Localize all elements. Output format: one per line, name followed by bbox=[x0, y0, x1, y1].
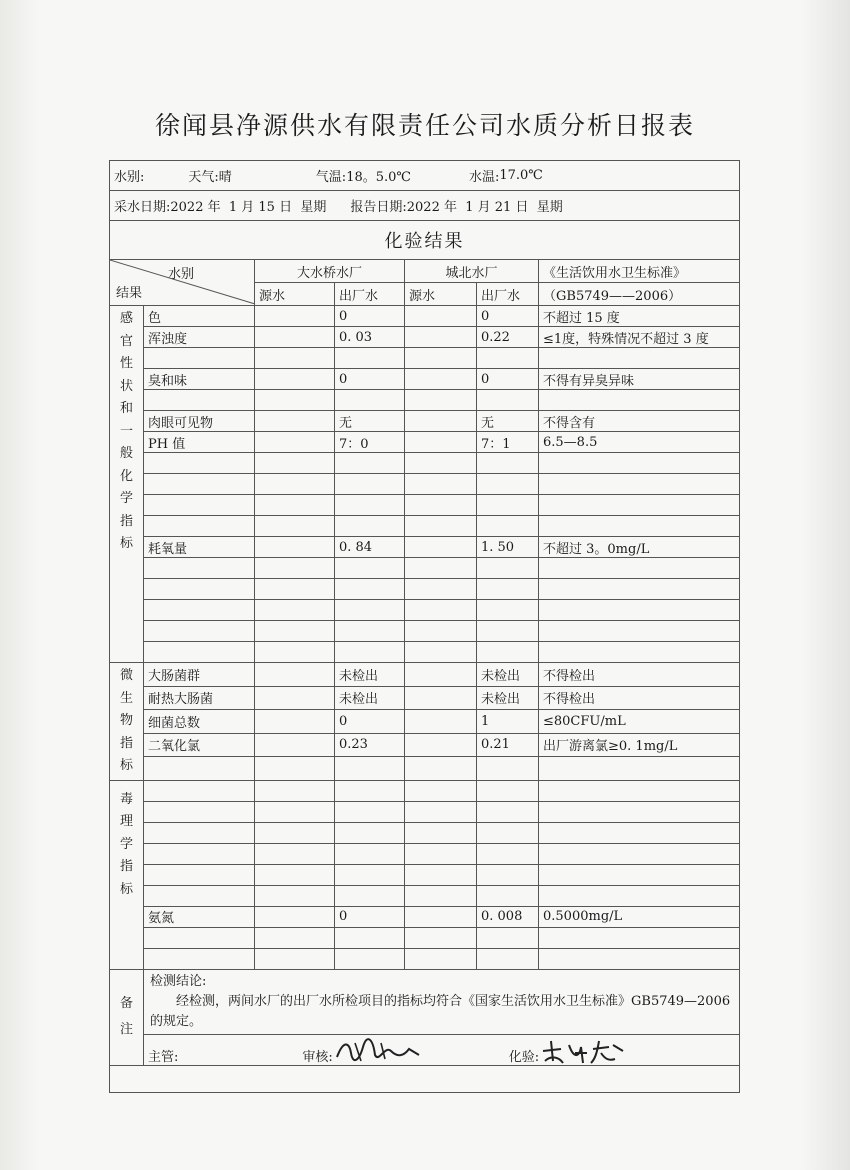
table-row bbox=[110, 390, 740, 411]
standard-value: 不得有异臭异味 bbox=[539, 369, 740, 390]
item-name: 大肠菌群 bbox=[144, 663, 255, 687]
conclusion-cell bbox=[144, 969, 740, 1034]
p2-output-value: 未检出 bbox=[477, 663, 539, 687]
table-row bbox=[110, 600, 740, 621]
p2-output-value: 未检出 bbox=[477, 686, 539, 710]
p1-output-value: 无 bbox=[335, 411, 405, 432]
p1-output-value: 0 bbox=[335, 306, 405, 327]
page-title: 徐闻县净源供水有限责任公司水质分析日报表 bbox=[154, 111, 695, 140]
header-result: 结果 bbox=[116, 286, 143, 301]
p2-output-value: 0 bbox=[477, 306, 539, 327]
table-row bbox=[110, 663, 740, 687]
table-row bbox=[110, 906, 740, 927]
table-row bbox=[110, 453, 740, 474]
report-date-value: 2022 年 1 月 21 日 星期 bbox=[406, 200, 563, 215]
category-sensory: 感官性状和一般化学指标 bbox=[110, 306, 144, 663]
water-temp-label: 水温: bbox=[468, 170, 500, 185]
header-standard-1: 《生活饮用水卫生标准》 bbox=[539, 260, 740, 283]
table-row bbox=[110, 495, 740, 516]
p2-output-value: 无 bbox=[477, 411, 539, 432]
table-row bbox=[110, 642, 740, 663]
header-p1-output: 出厂水 bbox=[335, 283, 405, 306]
p2-output-value: 0.22 bbox=[477, 327, 539, 348]
table-row bbox=[110, 757, 740, 781]
item-name: 二氧化氯 bbox=[144, 733, 255, 757]
table-row bbox=[110, 369, 740, 390]
table-row bbox=[110, 885, 740, 906]
tester-signature bbox=[539, 1037, 629, 1065]
p2-output-value: 0. 008 bbox=[477, 906, 539, 927]
air-temp-value: 18。5.0℃ bbox=[346, 170, 411, 185]
table-row bbox=[110, 927, 740, 948]
item-name: 细菌总数 bbox=[144, 710, 255, 734]
table-row bbox=[110, 843, 740, 864]
tester-label: 化验: bbox=[508, 1049, 540, 1065]
table-row bbox=[110, 822, 740, 843]
p1-output-value: 0 bbox=[335, 906, 405, 927]
water-temp-value: 17.0℃ bbox=[499, 168, 543, 183]
table-row bbox=[110, 948, 740, 969]
standard-value: 0.5000mg/L bbox=[539, 906, 740, 927]
p2-output-value: 0 bbox=[477, 369, 539, 390]
item-name: 色 bbox=[144, 306, 255, 327]
table-row bbox=[110, 864, 740, 885]
table-row bbox=[110, 474, 740, 495]
air-temp-label: 气温: bbox=[315, 170, 347, 185]
category-micro: 微生物指标 bbox=[110, 663, 144, 781]
header-p2-source: 源水 bbox=[405, 283, 477, 306]
standard-value: 出厂游离氯≥0. 1mg/L bbox=[539, 733, 740, 757]
item-name: 肉眼可见物 bbox=[144, 411, 255, 432]
table-row bbox=[110, 306, 740, 327]
reviewer-label: 审核: bbox=[302, 1049, 333, 1065]
results-title: 化验结果 bbox=[110, 221, 740, 260]
standard-value: 不超过 15 度 bbox=[539, 306, 740, 327]
header-p2-output: 出厂水 bbox=[477, 283, 539, 306]
standard-value: 不得检出 bbox=[539, 663, 740, 687]
p1-output-value: 0.23 bbox=[335, 733, 405, 757]
p1-output-value: 0 bbox=[335, 710, 405, 734]
p2-output-value: 0.21 bbox=[477, 733, 539, 757]
standard-value: 不得含有 bbox=[539, 411, 740, 432]
header-plant-1: 大水桥水厂 bbox=[255, 260, 405, 283]
table-row bbox=[110, 348, 740, 369]
conclusion-label: 检测结论: bbox=[150, 973, 207, 989]
table-row bbox=[110, 411, 740, 432]
item-name: 耐热大肠菌 bbox=[144, 686, 255, 710]
diagonal-header-cell bbox=[110, 260, 255, 306]
conclusion-text: 经检测，两间水厂的出厂水所检项目的指标均符合《国家生活饮用水卫生标准》GB5749—2006 的规定。 bbox=[150, 993, 731, 1029]
p1-output-value: 0. 03 bbox=[335, 327, 405, 348]
header-row-1 bbox=[110, 260, 740, 283]
standard-value: 6.5—8.5 bbox=[539, 432, 740, 453]
remarks-row bbox=[110, 969, 740, 1034]
standard-value: ≤80CFU/mL bbox=[539, 710, 740, 734]
category-toxic: 毒理学指标 bbox=[110, 780, 144, 969]
p2-output-value: 7：1 bbox=[477, 432, 539, 453]
category-remarks: 备注 bbox=[110, 969, 144, 1065]
standard-value: 不得检出 bbox=[539, 686, 740, 710]
table-row bbox=[110, 733, 740, 757]
table-row bbox=[110, 621, 740, 642]
header-water-type: 水别 bbox=[167, 267, 194, 282]
item-name: 耗氧量 bbox=[144, 537, 255, 558]
table-row bbox=[110, 801, 740, 822]
weather-value: 晴 bbox=[218, 170, 232, 185]
sample-date-value: 2022 年 1 月 15 日 星期 bbox=[170, 200, 327, 215]
reviewer-signature bbox=[333, 1037, 423, 1065]
supervisor-label: 主管: bbox=[148, 1049, 179, 1065]
header-standard-2: （GB5749——2006） bbox=[539, 283, 740, 306]
table-row bbox=[110, 686, 740, 710]
header-plant-2: 城北水厂 bbox=[405, 260, 539, 283]
water-quality-table bbox=[109, 160, 740, 1093]
table-row bbox=[110, 537, 740, 558]
p1-output-value: 未检出 bbox=[335, 686, 405, 710]
table-row bbox=[110, 327, 740, 348]
item-name: 臭和味 bbox=[144, 369, 255, 390]
table-row bbox=[110, 432, 740, 453]
p2-output-value: 1 bbox=[477, 710, 539, 734]
table-row bbox=[110, 558, 740, 579]
signature-row bbox=[110, 1034, 740, 1065]
item-name: PH 值 bbox=[144, 432, 255, 453]
item-name: 浑浊度 bbox=[144, 327, 255, 348]
report-date-label: 报告日期: bbox=[350, 200, 407, 215]
water-type-label: 水别: bbox=[114, 170, 145, 185]
header-p1-source: 源水 bbox=[255, 283, 335, 306]
results-title-row bbox=[110, 221, 740, 260]
table-row bbox=[110, 780, 740, 801]
bottom-empty-row bbox=[110, 1065, 740, 1092]
weather-label: 天气: bbox=[188, 170, 219, 185]
table-row bbox=[110, 579, 740, 600]
info-row-weather bbox=[110, 161, 740, 191]
p1-output-value: 7：0 bbox=[335, 432, 405, 453]
info-row-dates bbox=[110, 191, 740, 221]
p1-output-value: 0 bbox=[335, 369, 405, 390]
standard-value: ≤1度，特殊情况不超过 3 度 bbox=[539, 327, 740, 348]
p2-output-value: 1. 50 bbox=[477, 537, 539, 558]
table-row bbox=[110, 516, 740, 537]
item-name: 氨氮 bbox=[144, 906, 255, 927]
standard-value: 不超过 3。0mg/L bbox=[539, 537, 740, 558]
sample-date-label: 采水日期: bbox=[114, 200, 171, 215]
p1-output-value: 0. 84 bbox=[335, 537, 405, 558]
table-row bbox=[110, 710, 740, 734]
signature-cell bbox=[144, 1034, 740, 1065]
p1-output-value: 未检出 bbox=[335, 663, 405, 687]
